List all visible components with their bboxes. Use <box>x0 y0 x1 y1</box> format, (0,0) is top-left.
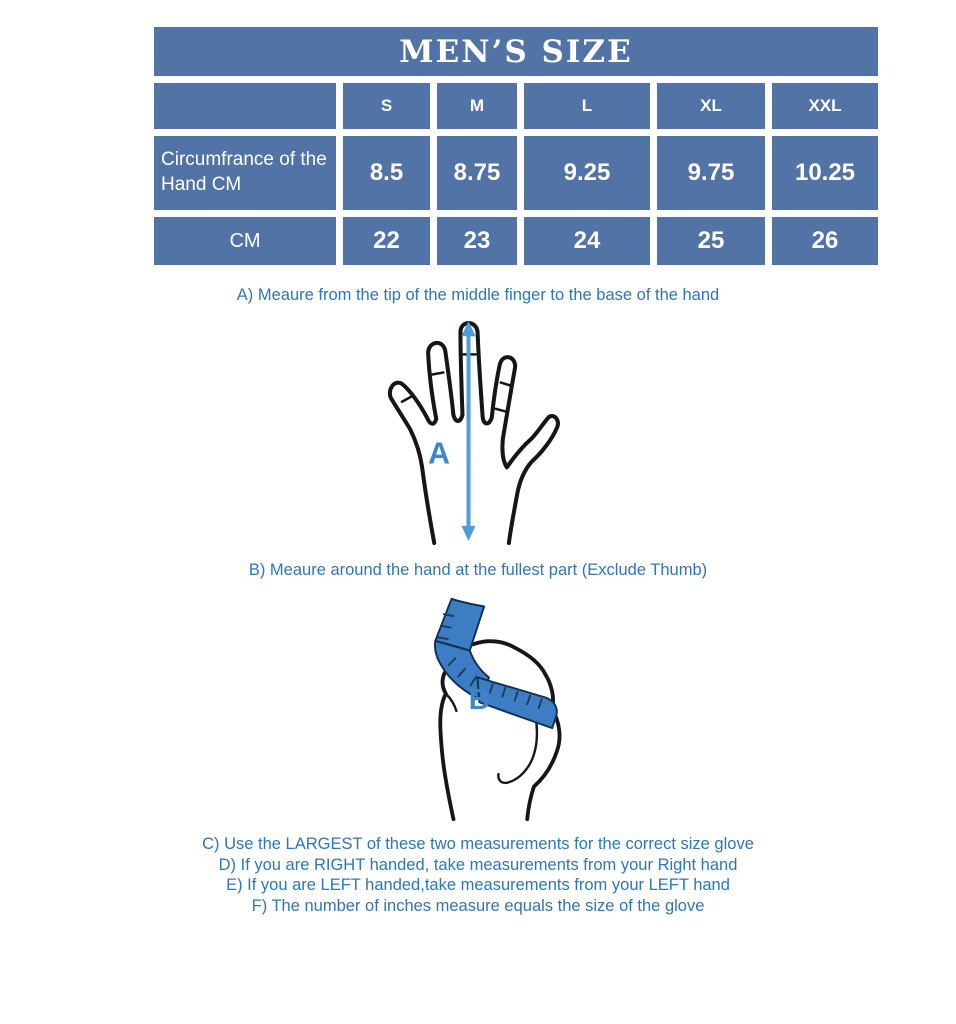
instruction-b: B) Meaure around the hand at the fullest part (Exclude Thumb) <box>248 561 708 579</box>
cm-value-xxl: 26 <box>772 217 878 265</box>
mens-size-table <box>154 27 878 265</box>
hand-b-label: B <box>468 683 490 716</box>
circumference-value-l: 9.25 <box>524 136 650 210</box>
circumference-value-xxl: 10.25 <box>772 136 878 210</box>
row-label-circumference: Circumfrance of the Hand CM <box>154 136 336 210</box>
hand-a-label: A <box>428 437 451 471</box>
size-header-l: L <box>524 83 650 129</box>
size-header-xl: XL <box>657 83 765 129</box>
circumference-value-xl: 9.75 <box>657 136 765 210</box>
size-header-xxl: XXL <box>772 83 878 129</box>
fist-measure-circumference-illustration <box>396 591 578 826</box>
table-title: MEN’S SIZE <box>154 27 878 76</box>
cm-value-s: 22 <box>343 217 430 265</box>
instruction-e: E) If you are LEFT handed,take measurements from your LEFT hand <box>226 876 730 895</box>
instruction-d: D) If you are RIGHT handed, take measurements from your Right hand <box>218 855 738 874</box>
size-header-s: S <box>343 83 430 129</box>
circumference-value-s: 8.5 <box>343 136 430 210</box>
circumference-value-m: 8.75 <box>437 136 517 210</box>
cm-value-m: 23 <box>437 217 517 265</box>
cm-value-l: 24 <box>524 217 650 265</box>
cm-value-xl: 25 <box>657 217 765 265</box>
open-hand-outline <box>390 323 558 543</box>
row-label-cm: CM <box>154 217 336 265</box>
size-header-m: M <box>437 83 517 129</box>
table-corner-cell <box>154 83 336 129</box>
hand-measure-length-illustration <box>368 314 563 546</box>
instruction-c: C) Use the LARGEST of these two measurements for the correct size glove <box>202 835 754 853</box>
instruction-a: A) Meaure from the tip of the middle finger to the base of the hand <box>236 286 720 304</box>
instruction-f: F) The number of inches measure equals the size of the glove <box>251 896 705 915</box>
instruction-notes <box>0 834 956 916</box>
